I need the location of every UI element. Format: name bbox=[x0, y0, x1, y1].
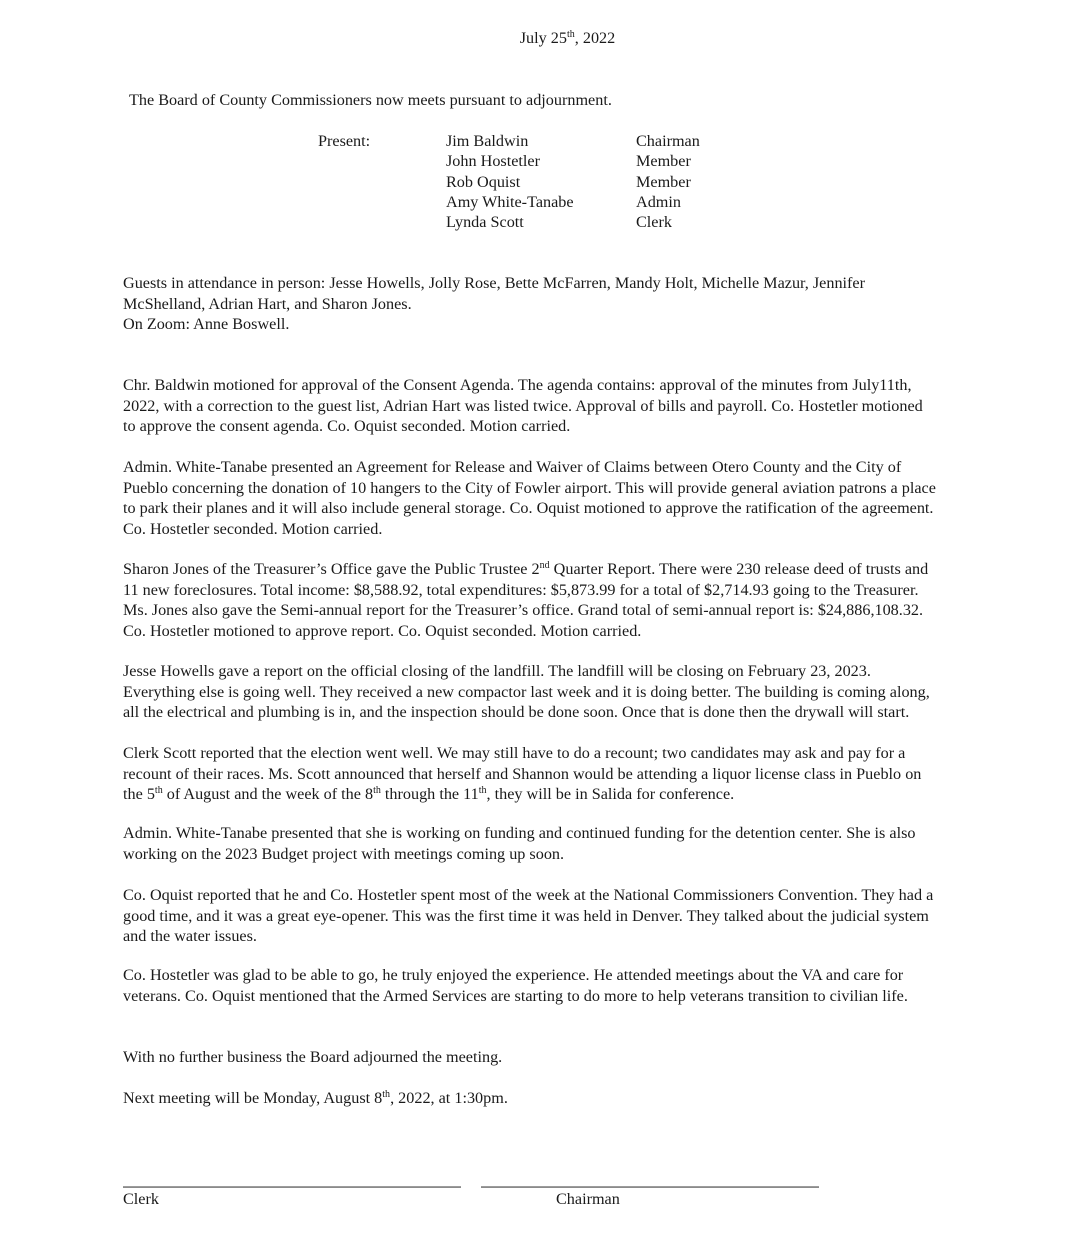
text-line: McShelland, Adrian Hart, and Sharon Jones. bbox=[123, 294, 412, 313]
treasurer-paragraph bbox=[123, 559, 1023, 641]
text-line: Clerk Scott reported that the election went well. We may still have to do a recount; two candidates may ask and pay for a bbox=[123, 744, 906, 762]
ordinal-suffix: nd bbox=[539, 560, 550, 571]
text-line: to approve the consent agenda. Co. Oquist seconded. Motion carried. bbox=[123, 417, 571, 436]
present-label: Present: bbox=[318, 132, 371, 150]
consent-agenda-paragraph bbox=[123, 375, 1023, 437]
clerk-signature-label: Clerk bbox=[123, 1190, 159, 1208]
chairman-signature-line bbox=[481, 1186, 819, 1188]
text-line: On Zoom: Anne Boswell. bbox=[123, 315, 290, 334]
member-name: Lynda Scott bbox=[446, 213, 524, 232]
agreement-paragraph bbox=[123, 457, 1023, 539]
text-segment: , they will be in Salida for conference. bbox=[486, 785, 735, 804]
text-line: Co. Oquist reported that he and Co. Hostetler spent most of the week at the National Commissioners Convention. They had a bbox=[123, 886, 934, 904]
ordinal-suffix: th bbox=[154, 785, 163, 797]
convention-paragraph bbox=[123, 885, 1023, 947]
member-role: Chairman bbox=[636, 132, 700, 150]
text-segment: , 2022, at 1:30pm. bbox=[390, 1089, 508, 1107]
text-line bbox=[123, 784, 1023, 805]
member-name: Jim Baldwin bbox=[446, 132, 529, 150]
chairman-signature-label: Chairman bbox=[556, 1190, 620, 1208]
adjournment-statement: With no further business the Board adjourned the meeting. bbox=[123, 1048, 503, 1066]
text-line: Admin. White-Tanabe presented an Agreement for Release and Waiver of Claims between Otero County and the City of bbox=[123, 458, 902, 476]
text-line: Chr. Baldwin motioned for approval of the Consent Agenda. The agenda contains: approval of the minutes from July11th, bbox=[123, 376, 912, 394]
intro-statement: The Board of County Commissioners now meets pursuant to adjournment. bbox=[129, 91, 612, 109]
member-role: Member bbox=[636, 172, 691, 191]
text-segment: through the 11 bbox=[380, 785, 479, 804]
clerk-signature-line bbox=[123, 1186, 461, 1188]
text-segment: Sharon Jones of the Treasurer’s Office gave the Public Trustee 2 bbox=[123, 560, 540, 578]
budget-paragraph bbox=[123, 823, 1023, 864]
veterans-paragraph bbox=[123, 965, 1023, 1006]
text-line: Co. Hostetler was glad to be able to go, he truly enjoyed the experience. He attended meetings about the VA and care for bbox=[123, 966, 904, 984]
date-year: , 2022 bbox=[574, 29, 616, 47]
clerk-report-paragraph bbox=[123, 743, 1023, 805]
text-segment: of August and the week of the 8 bbox=[162, 785, 374, 804]
member-role: Member bbox=[636, 152, 691, 171]
ordinal-suffix: th bbox=[478, 785, 487, 797]
next-meeting-statement bbox=[123, 1088, 1023, 1109]
landfill-paragraph bbox=[123, 661, 1023, 723]
text-line: Co. Hostetler seconded. Motion carried. bbox=[123, 519, 383, 538]
member-name: John Hostetler bbox=[446, 152, 540, 171]
text-segment: the 5 bbox=[123, 785, 155, 804]
text-line: 2022, with a correction to the guest list, Adrian Hart was listed twice. Approval of bills and payroll. Co. Hostetler motioned bbox=[123, 396, 923, 415]
text-line: Pueblo concerning the donation of 10 hangers to the City of Fowler airport. This will provide general aviation patrons a place bbox=[123, 478, 936, 497]
meeting-date bbox=[0, 29, 1080, 48]
text-line: Co. Hostetler motioned to approve report. Co. Oquist seconded. Motion carried. bbox=[123, 621, 642, 640]
text-line: good time, and it was a great eye-opener. This was the first time it was held in Denver. They talked about the judicial system bbox=[123, 906, 929, 925]
text-line: Admin. White-Tanabe presented that she is working on funding and continued funding for the detention center. She is also bbox=[123, 824, 916, 842]
text-line: Everything else is going well. They received a new compactor last week and it is doing better. The building is coming along, bbox=[123, 682, 930, 701]
text-line: to park their planes and it will also include general storage. Co. Oquist motioned to approve the ratification of the agreement. bbox=[123, 499, 934, 518]
guests-paragraph bbox=[123, 273, 1023, 335]
member-role: Admin bbox=[636, 192, 681, 211]
member-name: Amy White-Tanabe bbox=[446, 192, 574, 211]
text-line: Jesse Howells gave a report on the official closing of the landfill. The landfill will be closing on February 23, 2023. bbox=[123, 662, 871, 680]
text-line: and the water issues. bbox=[123, 927, 257, 946]
text-line: all the electrical and plumbing is in, and the inspection should be done soon. Once that is done then the drywall will start. bbox=[123, 703, 910, 722]
date-text: July 25 bbox=[519, 29, 567, 47]
text-line: working on the 2023 Budget project with meetings coming up soon. bbox=[123, 844, 565, 863]
text-line bbox=[123, 559, 1023, 580]
text-segment: Quarter Report. There were 230 release deed of trusts and bbox=[549, 560, 929, 578]
ordinal-suffix: th bbox=[373, 785, 381, 797]
text-line: Guests in attendance in person: Jesse Howells, Jolly Rose, Bette McFarren, Mandy Holt, Michelle Mazur, Jennifer bbox=[123, 274, 866, 292]
member-roles bbox=[636, 131, 700, 232]
text-line: veterans. Co. Oquist mentioned that the Armed Services are starting to do more to help veterans transition to civilian life. bbox=[123, 986, 908, 1005]
date-ordinal: th bbox=[566, 29, 575, 40]
member-name: Rob Oquist bbox=[446, 172, 521, 191]
text-segment: Next meeting will be Monday, August 8 bbox=[123, 1089, 383, 1107]
member-names bbox=[446, 131, 574, 232]
ordinal-suffix: th bbox=[382, 1089, 391, 1100]
text-line: Ms. Jones also gave the Semi-annual report for the Treasurer’s office. Grand total of semi-annual report is: $24,886,108.32. bbox=[123, 601, 924, 620]
text-line: recount of their races. Ms. Scott announced that herself and Shannon would be attending a liquor license class in Pueblo on bbox=[123, 764, 922, 783]
text-line: 11 new foreclosures. Total income: $8,588.92, total expenditures: $5,873.99 for a total of $2,714.93 going to the Treasurer. bbox=[123, 580, 919, 599]
member-role: Clerk bbox=[636, 213, 672, 232]
